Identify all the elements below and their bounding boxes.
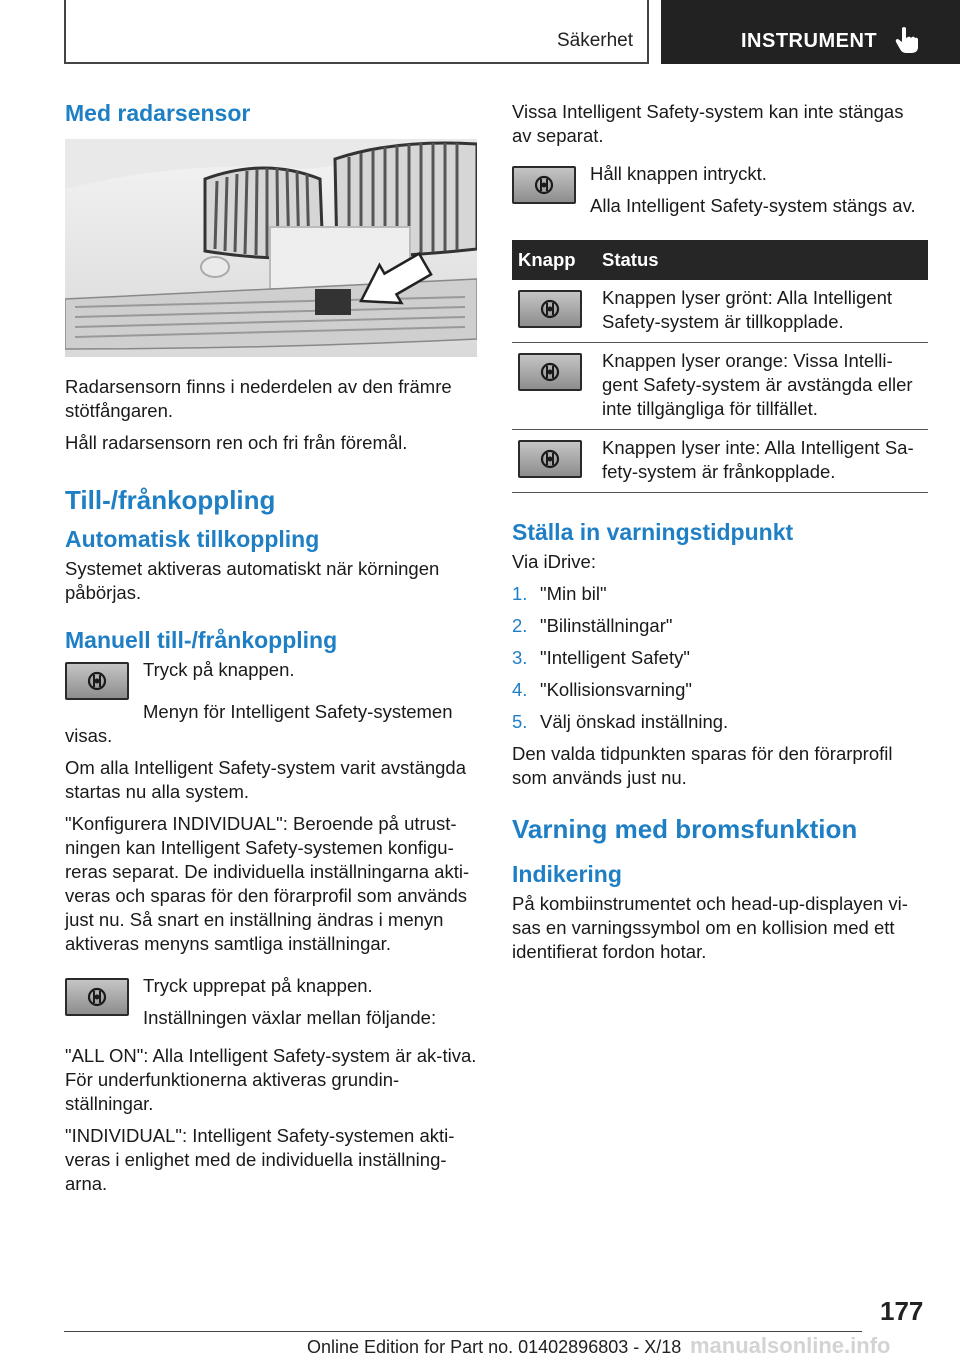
status-text: Knappen lyser inte: Alla Intelligent Sa-fety-system är frånkopplade. [596,430,928,493]
list-item [512,678,928,702]
step-number: 3. [512,647,528,668]
step-text: "Min bil" [540,583,607,604]
individual-text: "INDIVIDUAL": Intelligent Safety-systemen akti-veras i enlighet med de individuella inställning-arna. [65,1125,455,1194]
header-chapter-label: INSTRUMENT [741,30,878,52]
heading-indication: Indikering [512,861,622,887]
step-number: 5. [512,711,528,732]
heading-radar: Med radarsensor [65,100,251,126]
manual-configure-text: "Konfigurera INDIVIDUAL": Beroende på utrust-ningen kan Intelligent Safety-systemen konfigu-reras separat. De individuella inställningarna akti-veras och sparas för den förarprofil som används just nu. Så snart en inställning ändras i menyn aktiveras menyns samtliga inställningar. [65,813,470,954]
table-row [512,430,928,493]
manual-step-press: Tryck på knappen. [143,659,295,680]
safety-button-green-icon [518,290,582,328]
safety-button-icon [65,978,129,1016]
safety-button-orange-icon [518,353,582,391]
step-number: 4. [512,679,528,700]
header-section-title: Säkerhet [556,30,633,51]
saved-profile-text: Den valda tidpunkten sparas för den förarprofil som används just nu. [512,743,893,788]
safety-button-icon [512,166,576,204]
step-number: 1. [512,583,528,604]
via-idrive: Via iDrive: [512,551,596,572]
header-chapter-tab [661,0,960,64]
manual-all-off-text: Om alla Intelligent Safety-system varit avstängda startas nu alla system. [65,757,467,802]
step-text: "Bilinställningar" [540,615,673,636]
heading-brake-warning: Varning med bromsfunktion [512,814,858,844]
intro-text: Vissa Intelligent Safety-system kan inte stängas av separat. [512,101,904,146]
status-text: Knappen lyser grönt: Alla Intelligent Safety-system är tillkopplade. [596,280,928,343]
right-column [512,100,928,972]
heading-manual: Manuell till-/frånkoppling [65,627,338,653]
car-front-drawing [65,139,477,357]
list-item [512,710,928,734]
step-text: "Intelligent Safety" [540,647,690,668]
list-item [512,614,928,638]
table-row [512,280,928,343]
hold-result: Alla Intelligent Safety-system stängs av. [590,195,916,216]
step-text: Välj önskad inställning. [540,711,729,732]
step-number: 2. [512,615,528,636]
left-column [65,100,477,1204]
radar-clean-text: Håll radarsensorn ren och fri från föremål. [65,432,408,453]
heading-warning-time: Ställa in varningstidpunkt [512,519,794,545]
col-header-button: Knapp [512,240,596,280]
manual-button-instruction [65,658,477,700]
hand-pointer-icon [895,26,919,54]
all-on-text: "ALL ON": Alla Intelligent Safety-system är ak-tiva. För underfunktionerna aktiveras grundin-ställningar. [65,1045,477,1114]
footer-edition: Online Edition for Part no. 01402896803 - X/18 [307,1337,682,1357]
radar-sensor-illustration [65,139,477,357]
auto-text: Systemet aktiveras automatiskt när körningen påbörjas. [65,558,440,603]
col-header-status: Status [596,240,928,280]
watermark-logo: manualsonline.info [690,1333,891,1358]
repeat-button-instruction [65,974,477,1038]
table-row [512,343,928,430]
manual-menu-text: Menyn för Intelligent Safety-systemen visas. [65,701,453,746]
hold-button-instruction [512,162,928,226]
status-text: Knappen lyser orange: Vissa Intelli-gent Safety-system är avstängda eller inte tillgängliga för tillfället. [596,343,928,430]
safety-button-icon [65,662,129,700]
step-text: "Kollisionsvarning" [540,679,692,700]
footer-divider [64,1331,862,1332]
radar-location-text: Radarsensorn finns i nederdelen av den främre stötfångaren. [65,376,452,421]
header-section-box [64,0,649,64]
heading-toggle: Till-/frånkoppling [65,485,276,515]
idrive-steps [512,582,928,734]
safety-button-off-icon [518,440,582,478]
repeat-step-press: Tryck upprepat på knappen. [143,975,373,996]
page-number: 177 [880,1296,924,1326]
list-item [512,582,928,606]
status-table [512,240,928,493]
repeat-step-toggle: Inställningen växlar mellan följande: [143,1007,437,1028]
list-item [512,646,928,670]
hold-step: Håll knappen intryckt. [590,163,767,184]
indication-text: På kombiinstrumentet och head-up-displayen vi-sas en varningssymbol om en kollision med ett identifierat fordon hotar. [512,893,908,962]
heading-auto: Automatisk tillkoppling [65,526,320,552]
